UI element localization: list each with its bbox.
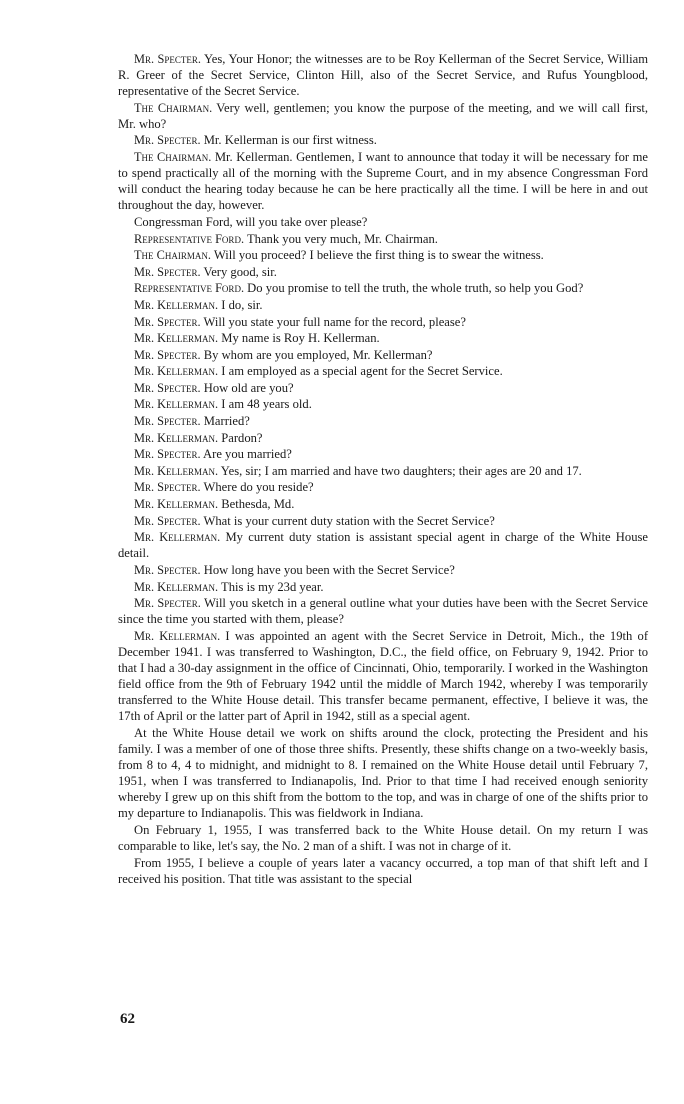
speaker-name: Mr. Specter. (134, 596, 201, 611)
paragraph-text: My name is Roy H. Kellerman. (218, 331, 380, 346)
speaker-name: Mr. Specter. (134, 480, 201, 495)
speaker-name: Mr. Kellerman. (134, 530, 221, 545)
speaker-name: Mr. Kellerman. (134, 628, 221, 643)
transcript-paragraph (118, 264, 648, 280)
transcript-paragraph (118, 380, 648, 396)
paragraph-text: My current duty station is assistant special agent in charge of the White House detail. (118, 530, 648, 561)
transcript-paragraph (118, 314, 648, 330)
paragraph-text: Do you promise to tell the truth, the whole truth, so help you God? (244, 281, 584, 296)
speaker-name: Mr. Kellerman. (134, 297, 219, 312)
transcript-paragraph (118, 247, 648, 263)
transcript-paragraph (118, 513, 648, 529)
paragraph-text: I am 48 years old. (218, 397, 312, 412)
paragraph-text: How old are you? (200, 380, 294, 395)
transcript-paragraph (118, 231, 648, 247)
speaker-name: Mr. Kellerman. (134, 430, 219, 445)
paragraph-text: By whom are you employed, Mr. Kellerman? (200, 347, 433, 362)
speaker-name: The Chairman. (134, 248, 211, 263)
paragraph-text: Bethesda, Md. (218, 497, 295, 512)
speaker-name: Mr. Specter. (134, 447, 201, 462)
transcript-paragraph (118, 446, 648, 462)
paragraph-text: Will you proceed? I believe the first thing is to swear the witness. (210, 248, 544, 263)
speaker-name: The Chairman. (134, 150, 212, 165)
transcript-paragraph (118, 280, 648, 296)
transcript-paragraph (118, 463, 648, 479)
speaker-name: Mr. Kellerman. (134, 397, 219, 412)
transcript-paragraph (118, 100, 648, 132)
speaker-name: Mr. Specter. (134, 347, 201, 362)
paragraph-text: I do, sir. (218, 297, 263, 312)
transcript-paragraph (118, 562, 648, 578)
transcript-paragraph (118, 579, 648, 595)
transcript-paragraph (118, 347, 648, 363)
transcript-paragraph (118, 855, 648, 887)
paragraph-text: Very well, gentlemen; you know the purpose of the meeting, and we will call first, Mr. who? (118, 100, 649, 131)
speaker-name: Representative Ford. (134, 281, 245, 296)
transcript-paragraph (118, 529, 648, 561)
paragraph-text: Yes, Your Honor; the witnesses are to be Roy Kellerman of the Secret Service, William R. Greer of the Secret Service, Clinton Hill, also of the Secret Service, and Rufus Youngblood, representative of the Secret Service. (118, 52, 648, 99)
transcript-paragraph (118, 396, 648, 412)
paragraph-text: Where do you reside? (200, 480, 314, 495)
paragraph-text: I am employed as a special agent for the Secret Service. (218, 364, 503, 379)
transcript-paragraph (118, 132, 648, 148)
transcript-paragraph (118, 330, 648, 346)
paragraph-text: Mr. Kellerman. Gentlemen, I want to announce that today it will be necessary for me to spend practically all of the morning with the Supreme Court, and in my absence Congressman Ford will conduct the hearing today because he can be here practically all the time. I will be here in and out throughout the day, however. (118, 150, 648, 213)
speaker-name: Mr. Specter. (134, 314, 201, 329)
transcript-paragraph (118, 363, 648, 379)
paragraph-text: Married? (200, 414, 250, 429)
paragraph-text: What is your current duty station with the Secret Service? (200, 513, 495, 528)
paragraph-text: Pardon? (218, 430, 263, 445)
transcript-paragraph (118, 822, 648, 854)
speaker-name: Mr. Specter. (134, 380, 201, 395)
speaker-name: Mr. Specter. (134, 562, 201, 577)
transcript-paragraph (118, 149, 648, 213)
speaker-name: Mr. Specter. (134, 513, 201, 528)
paragraph-text: Thank you very much, Mr. Chairman. (244, 231, 438, 246)
paragraph-text: Yes, sir; I am married and have two daughters; their ages are 20 and 17. (218, 463, 582, 478)
speaker-name: Mr. Kellerman. (134, 497, 219, 512)
speaker-name: Mr. Kellerman. (134, 364, 219, 379)
transcript-paragraph (118, 430, 648, 446)
speaker-name: Mr. Kellerman. (134, 579, 219, 594)
transcript-paragraph (118, 628, 648, 725)
paragraph-text: Will you sketch in a general outline what your duties have been with the Secret Service since the time you started with them, please? (118, 596, 648, 627)
speaker-name: Mr. Kellerman. (134, 331, 219, 346)
speaker-name: The Chairman. (134, 100, 213, 115)
transcript-paragraph (118, 297, 648, 313)
speaker-name: Mr. Specter. (134, 52, 201, 66)
transcript-paragraph (118, 595, 648, 627)
transcript-paragraph (118, 479, 648, 495)
page-number: 62 (120, 1011, 135, 1027)
paragraph-text: Congressman Ford, will you take over please? (134, 214, 368, 229)
transcript-paragraph (118, 214, 648, 230)
transcript-paragraph (118, 413, 648, 429)
paragraph-text: This is my 23d year. (218, 579, 324, 594)
transcript-paragraph (118, 496, 648, 512)
paragraph-text: Mr. Kellerman is our first witness. (200, 133, 377, 148)
transcript-paragraph (118, 725, 648, 822)
paragraph-text: I was appointed an agent with the Secret Service in Detroit, Mich., the 19th of December 1941. I was transferred to Washington, D.C., the field office, on February 9, 1942. Prior to that I had a 30-day assignment in the office of Cincinnati, Ohio, temporarily. I worked in the Washington field office from the 9th of February 1942 until the middle of March 1942, whereby I was temporarily transferred to the White House detail. This transfer became permanent, effective, I believe it was, the 17th of April or the latter part of April in 1942, still as a special agent. (118, 628, 649, 724)
speaker-name: Mr. Kellerman. (134, 463, 219, 478)
paragraph-text: Will you state your full name for the record, please? (200, 314, 466, 329)
speaker-name: Representative Ford. (134, 231, 245, 246)
paragraph-text: From 1955, I believe a couple of years later a vacancy occurred, a top man of that shift left and I received his position. That title was assistant to the special (118, 855, 648, 886)
paragraph-text: How long have you been with the Secret Service? (200, 562, 455, 577)
transcript-paragraph (118, 51, 648, 99)
paragraph-text: Are you married? (200, 447, 292, 462)
speaker-name: Mr. Specter. (134, 133, 201, 148)
paragraph-text: At the White House detail we work on shifts around the clock, protecting the President and his family. I was a member of one of those three shifts. Presently, these shifts change on a two-weekly basis, from 8 to 4, 4 to midnight, and midnight to 8. I remained on the White House detail until February 7, 1951, when I was transferred to Indianapolis, Ind. Prior to that time I had received enough seniority whereby I grew up on this shift from the bottom to the top, and was in charge of one of the shifts prior to my departure to Indianapolis. This was fieldwork in Indiana. (118, 725, 648, 821)
paragraph-text: On February 1, 1955, I was transferred back to the White House detail. On my return I was comparable to like, let's say, the No. 2 man of a shift. I was not in charge of it. (118, 822, 648, 853)
speaker-name: Mr. Specter. (134, 264, 201, 279)
paragraph-text: Very good, sir. (200, 264, 277, 279)
transcript-text (118, 51, 648, 887)
speaker-name: Mr. Specter. (134, 414, 201, 429)
